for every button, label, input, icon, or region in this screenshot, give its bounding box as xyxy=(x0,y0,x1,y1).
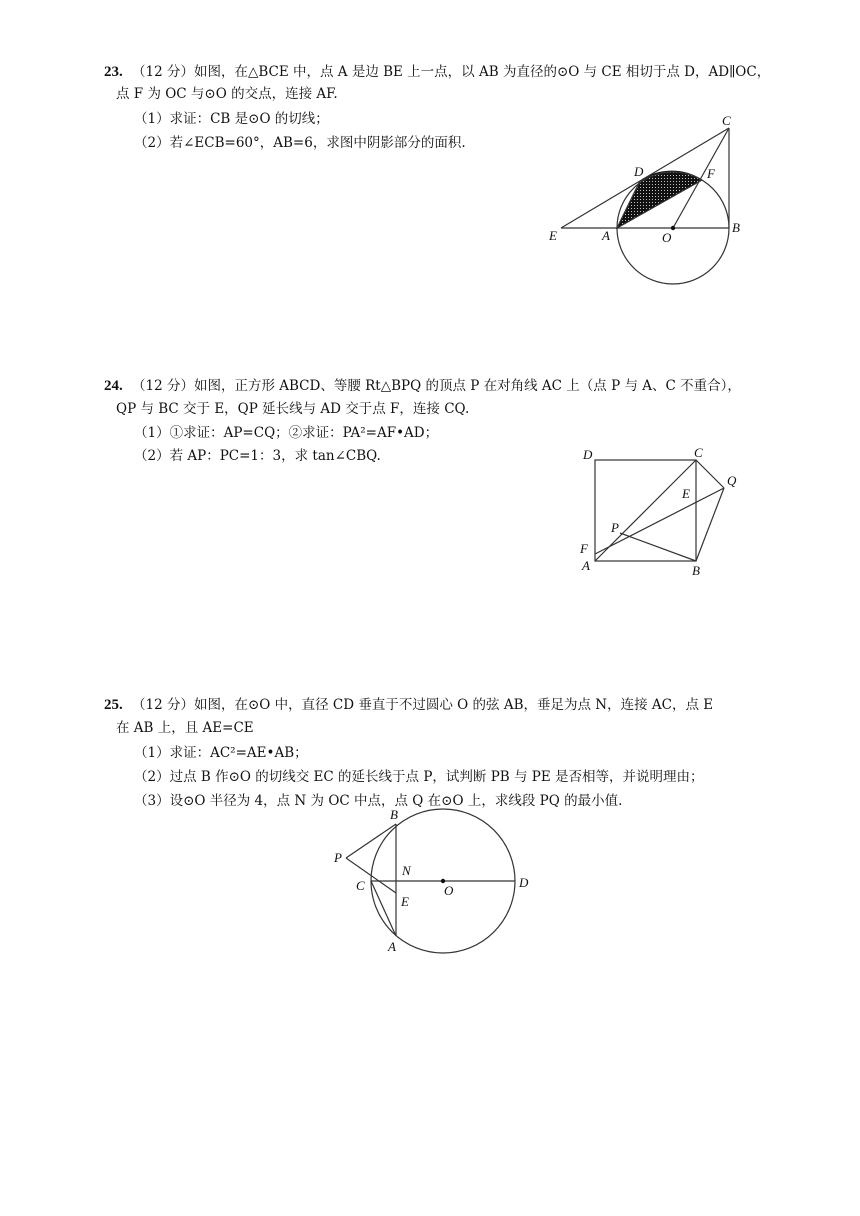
problem-text-line: （12 分）如图，正方形 ABCD、等腰 Rt△BPQ 的顶点 P 在对角线 AC 上（点 P 与 A、C 不重合）， xyxy=(132,378,741,394)
label-b: B xyxy=(390,807,398,822)
problem-text-line: （12 分）如图，在⊙O 中，直径 CD 垂直于不过圆心 O 的弦 AB，垂足为点 N，连接 AC，点 E xyxy=(132,697,714,713)
question-part-2: （2）若∠ECB=60°，AB=6，求图中阴影部分的面积. xyxy=(134,135,466,151)
label-e: E xyxy=(401,894,409,909)
question-part-1: （1）求证：CB 是⊙O 的切线； xyxy=(134,111,329,127)
figure-25 xyxy=(325,800,535,960)
problem-text-line: 在 AB 上，且 AE=CE xyxy=(116,720,254,736)
label-a: A xyxy=(388,939,396,954)
question-part-1: （1）求证：AC²=AE•AB； xyxy=(134,745,308,761)
problem-number: 24. xyxy=(104,378,123,394)
label-n: N xyxy=(402,863,411,878)
label-f: F xyxy=(580,541,588,556)
label-c: C xyxy=(694,445,703,460)
problem-number: 23. xyxy=(104,64,123,80)
label-e: E xyxy=(549,228,557,243)
label-a: A xyxy=(602,228,610,243)
label-p: P xyxy=(334,850,342,865)
label-b: B xyxy=(732,220,740,235)
label-b: B xyxy=(692,563,700,578)
question-part-3: （3）设⊙O 半径为 4，点 N 为 OC 中点，点 Q 在⊙O 上，求线段 PQ 的最小值. xyxy=(134,793,623,809)
label-c: C xyxy=(722,113,731,128)
label-c: C xyxy=(356,878,365,893)
problem-text-line: QP 与 BC 交于 E，QP 延长线与 AD 交于点 F，连接 CQ. xyxy=(116,401,470,417)
label-f: F xyxy=(707,166,715,181)
problem-text-line: 点 F 为 OC 与⊙O 的交点，连接 AF. xyxy=(116,86,338,102)
question-part-1: （1）①求证：AP=CQ；②求证：PA²=AF•AD； xyxy=(134,425,439,441)
label-d: D xyxy=(519,875,529,890)
label-q: Q xyxy=(727,473,737,488)
label-d: D xyxy=(634,164,644,179)
label-e: E xyxy=(682,486,690,501)
question-part-2: （2）若 AP：PC=1：3，求 tan∠CBQ. xyxy=(134,448,381,464)
figure-24 xyxy=(575,440,745,580)
figure-23 xyxy=(540,110,750,290)
problem-text-line: （12 分）如图，在△BCE 中，点 A 是边 BE 上一点，以 AB 为直径的⊙O 与 CE 相切于点 D，AD∥OC， xyxy=(132,64,771,80)
label-o: O xyxy=(662,230,672,245)
label-d: D xyxy=(583,447,593,462)
label-a: A xyxy=(582,558,590,573)
problem-number: 25. xyxy=(104,697,123,713)
label-p: P xyxy=(611,520,619,535)
label-o: O xyxy=(444,883,454,898)
question-part-2: （2）过点 B 作⊙O 的切线交 EC 的延长线于点 P，试判断 PB 与 PE 是否相等，并说明理由； xyxy=(134,769,704,785)
